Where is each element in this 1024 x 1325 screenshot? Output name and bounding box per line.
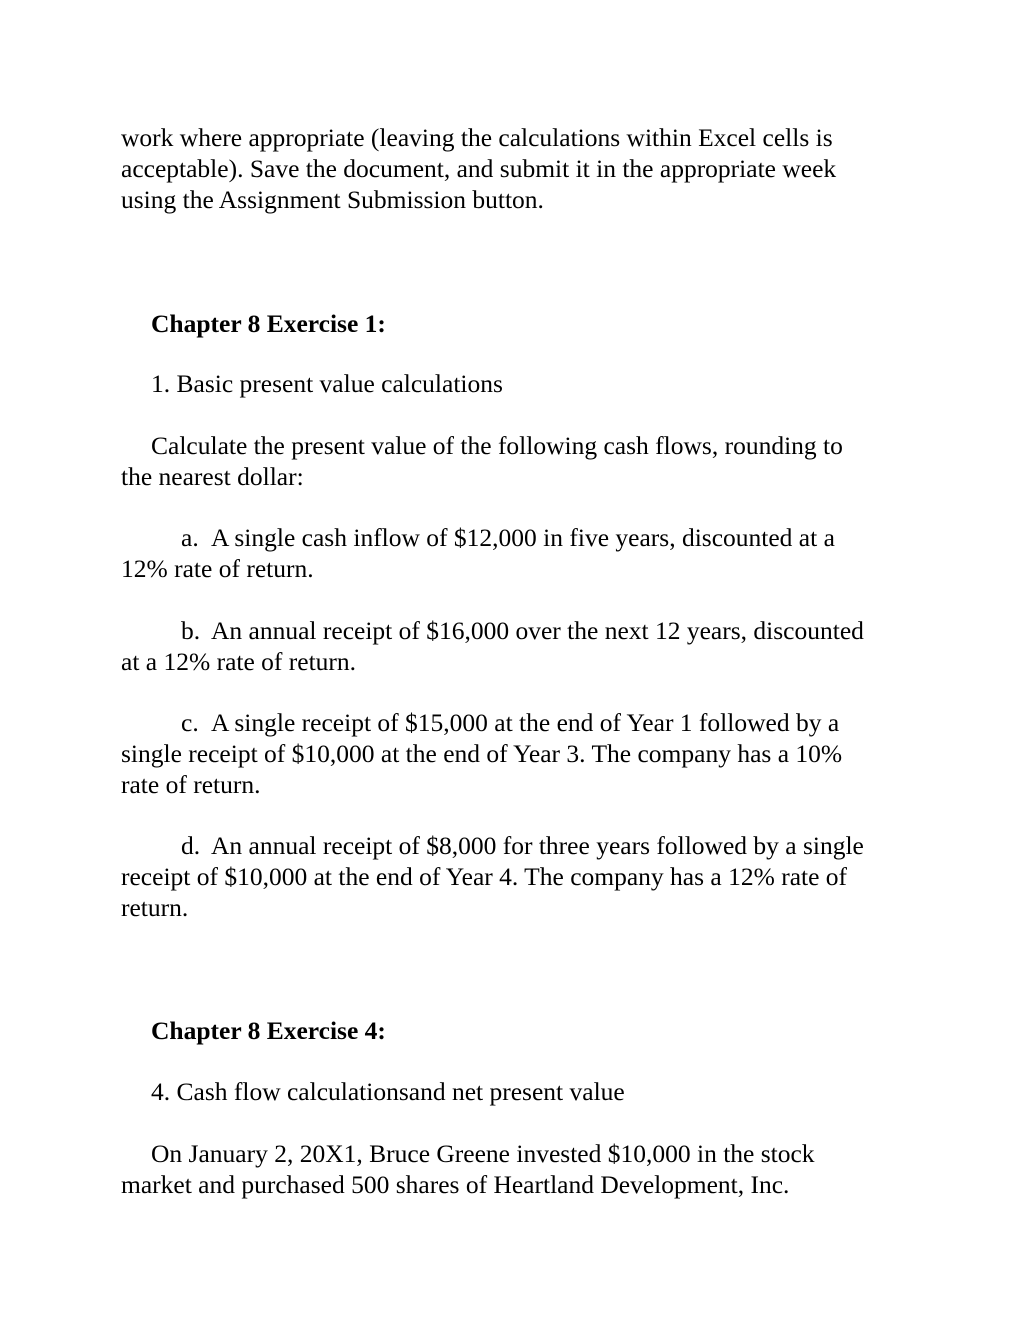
intro-paragraph: [121, 122, 911, 215]
list-item-text: A single receipt of $15,000 at the end of Year 1 followed by a: [211, 708, 840, 737]
list-item-d: [121, 830, 911, 923]
paragraph-line: market and purchased 500 shares of Heartland Development, Inc.: [121, 1170, 790, 1199]
list-item-letter: b.: [181, 616, 201, 645]
list-item-letter: d.: [181, 831, 201, 860]
intro-line: work where appropriate (leaving the calculations within Excel cells is: [121, 123, 833, 152]
list-item-a: [121, 522, 911, 584]
list-item-text: receipt of $10,000 at the end of Year 4. The company has a 12% rate of: [121, 862, 848, 891]
list-item-c: [121, 707, 911, 800]
exercise-1-instruction: [121, 430, 911, 492]
intro-line: acceptable). Save the document, and submit it in the appropriate week: [121, 154, 837, 183]
list-item-text: return.: [121, 893, 189, 922]
exercise-1-title: 1. Basic present value calculations: [151, 369, 503, 398]
list-item-text: single receipt of $10,000 at the end of Year 3. The company has a 10%: [121, 739, 843, 768]
exercise-1-heading: Chapter 8 Exercise 1:: [151, 309, 386, 338]
list-item-text: An annual receipt of $8,000 for three years followed by a single: [211, 831, 864, 860]
list-item-letter: c.: [181, 708, 199, 737]
list-item-first-line: [121, 522, 911, 553]
exercise-4-paragraph: [121, 1138, 911, 1200]
instruction-line: the nearest dollar:: [121, 462, 304, 491]
list-item-b: [121, 615, 911, 677]
list-item-text: A single cash inflow of $12,000 in five years, discounted at a: [211, 523, 835, 552]
list-item-text: rate of return.: [121, 770, 261, 799]
list-item-first-line: [121, 707, 911, 738]
list-item-text: An annual receipt of $16,000 over the next 12 years, discounted: [211, 616, 864, 645]
list-item-letter: a.: [181, 523, 199, 552]
exercise-4-heading: Chapter 8 Exercise 4:: [151, 1016, 386, 1045]
intro-line: using the Assignment Submission button.: [121, 185, 544, 214]
paragraph-line: On January 2, 20X1, Bruce Greene invested $10,000 in the stock: [151, 1139, 815, 1168]
list-item-first-line: [121, 615, 911, 646]
instruction-line: Calculate the present value of the following cash flows, rounding to: [151, 431, 843, 460]
list-item-text: at a 12% rate of return.: [121, 647, 357, 676]
list-item-first-line: [121, 830, 911, 861]
list-item-text: 12% rate of return.: [121, 554, 314, 583]
exercise-4-title: 4. Cash flow calculationsand net present value: [151, 1077, 625, 1106]
